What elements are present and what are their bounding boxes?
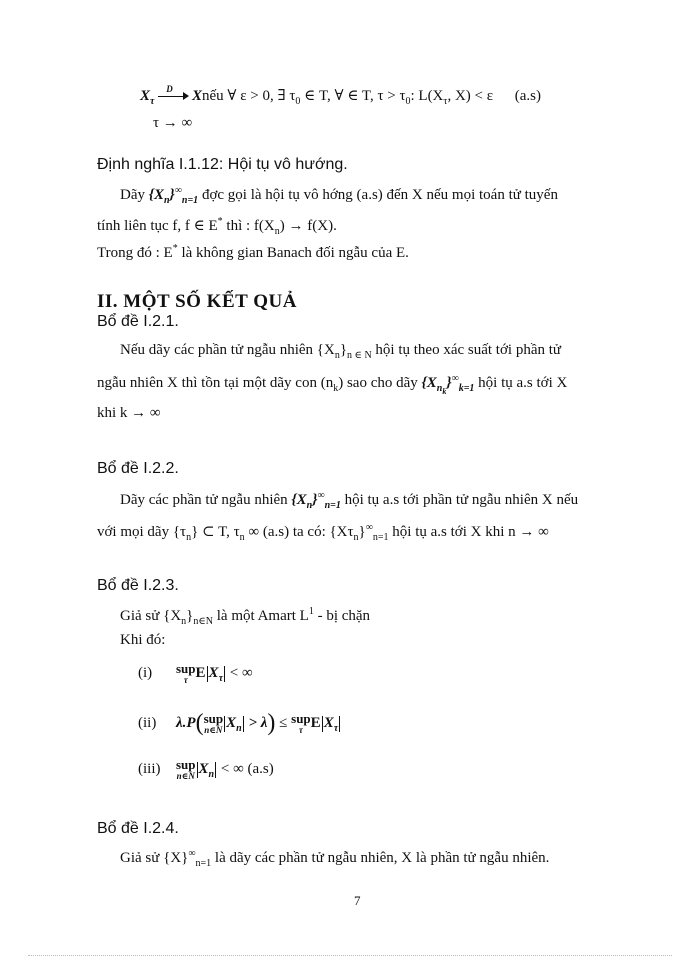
- page-divider: [28, 955, 672, 956]
- lemma-123-heading: Bổ đề I.2.3.: [97, 577, 179, 594]
- condition-text-2: ∈ T, ∀ ∈ T, τ > τ: [300, 88, 406, 104]
- definition-heading: Định nghĩa I.1.12: Hội tụ vô hướng.: [97, 156, 348, 173]
- definition-paragraph-line3: Trong đó : E* là không gian Banach đối ngẫu của E.: [97, 243, 409, 261]
- formula-convergence-line: $X_\tau$ D Xnếu ∀ ε > 0, ∃ $\tau_0$ ∈ T, ∀ ∈ T, $\tau > \tau_0$: $L(X_\tau$, X) < ε (a.s): [140, 83, 542, 107]
- seq-xn: $\{X_n\}^\infty_{n=1}$: [148, 185, 199, 206]
- lemma-123-item-ii: (ii) λ.P( sup n∈N $X_n > \lambda$) ≤ sup τ E $X_\tau$: [138, 710, 339, 736]
- lemma-121-line3: khi k → ∞: [97, 405, 161, 421]
- sup-operator: sup n∈N: [203, 711, 224, 735]
- item-label: (i): [138, 664, 153, 681]
- lemma-122-line1: Dãy các phần tử ngẫu nhiên $\{X_n\}^\infty_{n=1}$ hội tụ a.s tới phần tử ngẫu nhiên X nếu: [120, 490, 579, 511]
- lemma-122-line2: với mọi dãy $\{\tau_n\}$ ⊂ T, $\tau_n$ ∞ (a.s) ta có: $\{X\tau_n\}^\infty_{n=1}$ hội tụ a.s tới X khi n → ∞: [97, 522, 549, 543]
- lemma-123-line1: Giả sử $\{X_n\}_{n\in N}$ là một Amart $L^1$ - bị chặn: [120, 606, 371, 627]
- lemma-121-heading: Bổ đề I.2.1.: [97, 313, 179, 330]
- seq-xnk: $\{X_{n_k}\}^\infty_{k=1}$: [421, 373, 475, 396]
- condition-text: nếu ∀ ε > 0, ∃ τ: [201, 88, 296, 104]
- lemma-123-item-i: (i) sup τ E $X_\tau$ < ∞: [138, 661, 253, 685]
- definition-paragraph-line2: tính liên tục f, f ∈ E* thì : $f(X_n) \to f(X)$.: [97, 216, 337, 237]
- var-x-tau: $X_\tau$: [140, 88, 155, 107]
- sup-operator: sup τ: [176, 661, 196, 685]
- section-heading: II. MỘT SỐ KẾT QUẢ: [97, 291, 297, 312]
- condition-text-4: , X) < ε: [447, 88, 494, 104]
- arrow-converges-distribution: D: [158, 90, 188, 104]
- as-tag: (a.s): [514, 88, 542, 104]
- lemma-122-heading: Bổ đề I.2.2.: [97, 460, 179, 477]
- tau-limit: τ → ∞: [153, 115, 193, 131]
- sup-operator: sup τ: [291, 711, 311, 735]
- seq-xn: $\{X_n\}^\infty_{n=1}$: [291, 490, 341, 511]
- item-label: (ii): [138, 714, 157, 731]
- lemma-124-heading: Bổ đề I.2.4.: [97, 820, 179, 837]
- lemma-121-line1: Nếu dãy các phần tử ngẫu nhiên $\{X_n\}_{n \in N}$ hội tụ theo xác suất tới phần tử: [120, 342, 562, 361]
- lemma-123-item-iii: (iii) sup n∈N $X_n$ < ∞ (a.s): [138, 757, 274, 781]
- var-x: X: [191, 88, 202, 104]
- sup-operator: sup n∈N: [176, 757, 196, 781]
- page-number: 7: [354, 893, 361, 908]
- lemma-121-line2: ngẫu nhiên X thì tồn tại một dãy con $(n_k)$ sao cho dãy $\{X_{n_k}\}^\infty_{k=1}$ hội tụ a.s tới X: [97, 373, 568, 396]
- lemma-123-line2: Khi đó:: [120, 632, 166, 648]
- condition-text-3: : L(X: [410, 88, 444, 104]
- item-label: (iii): [138, 760, 161, 777]
- lemma-124-line1: Giả sử $\{X\}^\infty_{n=1}$ là dãy các phần tử ngẫu nhiên, X là phần tử ngẫu nhiên.: [120, 848, 550, 869]
- definition-paragraph-line1: Dãy $\{X_n\}^\infty_{n=1}$ đợc gọi là hội tụ vô hớng (a.s) đến X nếu mọi toán tử tuyến: [120, 185, 558, 206]
